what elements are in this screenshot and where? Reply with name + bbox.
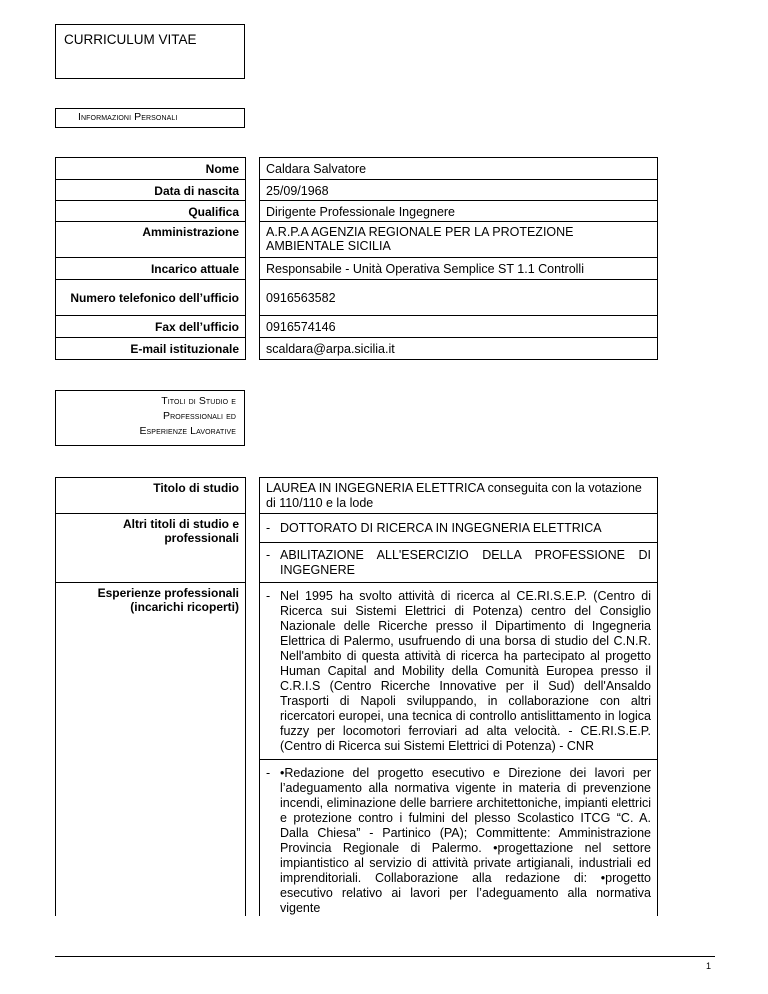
field-value: 25/09/1968 xyxy=(260,180,658,201)
table-row xyxy=(56,258,658,280)
personal-info-section-header xyxy=(55,108,245,128)
field-label: Amministrazione xyxy=(56,222,246,258)
table-row xyxy=(56,514,658,583)
field-value: Dirigente Professionale Ingegnere xyxy=(260,201,658,222)
field-label: Esperienze professionali (incarichi ricoperti) xyxy=(56,583,246,917)
list-item: - DOTTORATO DI RICERCA IN INGEGNERIA ELETTRICA xyxy=(266,521,602,535)
table-row xyxy=(56,180,658,201)
field-value: Responsabile - Unità Operativa Semplice ST 1.1 Controlli xyxy=(260,258,658,280)
table-row xyxy=(56,338,658,360)
page-number: 1 xyxy=(706,961,712,971)
field-label: Numero telefonico dell’ufficio xyxy=(56,280,246,316)
document-title: CURRICULUM VITAE xyxy=(64,32,197,47)
table-row xyxy=(56,316,658,338)
studies-section-label: Titoli di Studio e Professionali ed Esperienze Lavorative xyxy=(139,395,236,437)
field-label: Titolo di studio xyxy=(56,478,246,514)
field-label: Data di nascita xyxy=(56,180,246,201)
table-row xyxy=(56,222,658,258)
list-item: - Nel 1995 ha svolto attività di ricerca al CE.RI.S.E.P. (Centro di Ricerca sui Sistemi Elettrici di Potenza) centro del Consiglio Nazionale delle Ricerche presso il Dipartimento di Ingegneria Elettrica di Palermo, usufruendo di una borsa di studio del C.N.R. Nell'ambito di questa attività di ricerca ha partecipato al progetto Human Capital and Mobility della Comunità Europea presso il C.R.I.S (Centro Ricerche Innovative per il Sud) dell'Ansaldo Trasporti di Napoli sviluppando, in collaborazione con altri ricercatori europei, una tecnica di controllo antislittamento in logica fuzzy per locomotori ferroviari ad alta velocità. - CE.RI.S.E.P. (Centro di Ricerca sui Sistemi Elettrici di Potenza) - CNR xyxy=(266,589,651,753)
field-value: LAUREA IN INGEGNERIA ELETTRICA conseguita con la votazione di 110/110 e la lode xyxy=(260,478,658,514)
studies-table xyxy=(55,477,658,916)
studies-section-header xyxy=(55,390,245,446)
field-label: Fax dell’ufficio xyxy=(56,316,246,338)
field-label: Nome xyxy=(56,158,246,180)
cv-title-box xyxy=(55,24,245,79)
personal-info-table xyxy=(55,157,658,360)
footer-divider xyxy=(55,956,715,957)
table-row xyxy=(56,158,658,180)
field-value xyxy=(260,583,658,917)
field-value: scaldara@arpa.sicilia.it xyxy=(260,338,658,360)
field-label: Qualifica xyxy=(56,201,246,222)
field-value xyxy=(260,514,658,583)
field-label: E-mail istituzionale xyxy=(56,338,246,360)
field-label: Incarico attuale xyxy=(56,258,246,280)
table-row xyxy=(56,280,658,316)
field-label: Altri titoli di studio e professionali xyxy=(56,514,246,583)
field-value: A.R.P.A AGENZIA REGIONALE PER LA PROTEZIONE AMBIENTALE SICILIA xyxy=(260,222,658,258)
list-item: - •Redazione del progetto esecutivo e Direzione dei lavori per l’adeguamento alla normativa vigente in materia di prevenzione incendi, eliminazione delle barriere architettoniche, impianti elettrici e protezione contro i fulmini del plesso Scolastico ITCG “C. A. Dalla Chiesa” - Partinico (PA); Committente: Amministrazione Provincia Regionale di Palermo. •progettazione nel settore impiantistico al servizio di attività private artigianali, industriali ed imprenditoriali. Collaborazione alla redazione di: •progetto esecutivo relativo ai lavori per l’adeguamento alla normativa vigente xyxy=(266,766,651,915)
field-value: Caldara Salvatore xyxy=(260,158,658,180)
table-row xyxy=(56,583,658,917)
field-value: 0916563582 xyxy=(260,280,658,316)
personal-info-section-label: Informazioni Personali xyxy=(78,111,178,123)
table-row xyxy=(56,201,658,222)
field-value: 0916574146 xyxy=(260,316,658,338)
table-row xyxy=(56,478,658,514)
list-item: - ABILITAZIONE ALL'ESERCIZIO DELLA PROFESSIONE DI INGEGNERE xyxy=(266,548,651,577)
